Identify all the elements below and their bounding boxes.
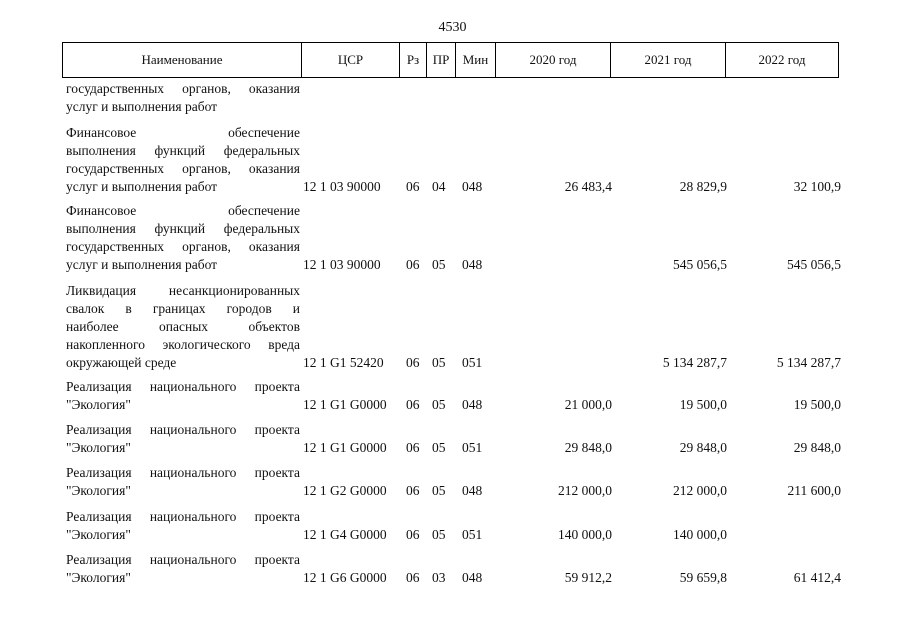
continued-name-fragment [66,80,300,116]
name-line: "Экология" [66,440,131,455]
name-line: выполнения функций федеральных [66,221,300,236]
row-rz: 06 [406,397,420,412]
name-line: Реализация национального проекта [66,422,300,437]
row-rz: 06 [406,257,420,272]
name-line: "Экология" [66,527,131,542]
name-line: Реализация национального проекта [66,465,300,480]
header-name: Наименование [141,52,223,67]
name-line: "Экология" [66,397,131,412]
name-line: "Экология" [66,483,131,498]
row-csr: 12 1 G1 G0000 [303,397,387,412]
name-line: Реализация национального проекта [66,509,300,524]
row-min: 048 [462,483,483,498]
row-rz: 06 [406,440,420,455]
row-value-2020: 140 000,0 [558,527,612,542]
name-line: наиболее опасных объектов [66,319,300,334]
name-line: Ликвидация несанкционированных [66,283,300,298]
header-2020: 2020 год [495,43,610,77]
name-line: свалок в границах городов и [66,301,300,316]
row-value-2022: 32 100,9 [793,179,841,194]
table-row-name [66,202,300,274]
row-csr: 12 1 G2 G0000 [303,483,387,498]
table-row-name [66,421,300,457]
row-value-2020: 26 483,4 [564,179,612,194]
row-value-2022: 5 134 287,7 [776,355,841,370]
row-value-2021: 29 848,0 [679,440,727,455]
row-value-2022: 61 412,4 [793,570,841,585]
name-line: Реализация национального проекта [66,552,300,567]
row-value-2021: 5 134 287,7 [662,355,727,370]
row-rz: 06 [406,483,420,498]
row-value-2021: 19 500,0 [679,397,727,412]
row-value-2021: 140 000,0 [673,527,727,542]
header-pr: ПР [426,43,455,77]
name-line: Реализация национального проекта [66,379,300,394]
row-csr: 12 1 03 90000 [303,179,381,194]
name-line: "Экология" [66,570,131,585]
row-min: 048 [462,570,483,585]
row-min: 051 [462,527,483,542]
row-value-2020: 59 912,2 [564,570,612,585]
row-value-2022: 19 500,0 [793,397,841,412]
row-pr: 03 [432,570,446,585]
name-line: Финансовое обеспечение [66,125,300,140]
row-value-2022: 545 056,5 [787,257,841,272]
table-row-name [66,378,300,414]
name-line: государственных органов, оказания [66,239,300,254]
table-row-name [66,551,300,587]
name-line: выполнения функций федеральных [66,143,300,158]
name-line: услуг и выполнения работ [66,257,218,272]
header-rz: Рз [399,43,426,77]
row-csr: 12 1 03 90000 [303,257,381,272]
row-value-2021: 28 829,9 [679,179,727,194]
row-pr: 05 [432,257,446,272]
table-header [62,42,839,78]
header-2022: 2022 год [725,43,838,77]
row-min: 051 [462,440,483,455]
row-csr: 12 1 G6 G0000 [303,570,387,585]
row-pr: 05 [432,440,446,455]
name-line: государственных органов, оказания [66,161,300,176]
table-row-name [66,124,300,196]
row-rz: 06 [406,570,420,585]
row-value-2020: 29 848,0 [564,440,612,455]
name-line: окружающей среде [66,355,177,370]
name-line: Финансовое обеспечение [66,203,300,218]
row-min: 048 [462,179,483,194]
row-value-2022: 211 600,0 [787,483,841,498]
name-line: государственных органов, оказания [66,81,300,96]
table-row-name [66,508,300,544]
row-value-2020: 212 000,0 [558,483,612,498]
table-row-name [66,464,300,500]
row-pr: 05 [432,397,446,412]
row-value-2020: 21 000,0 [564,397,612,412]
row-min: 048 [462,257,483,272]
name-line: услуг и выполнения работ [66,99,218,114]
header-csr: ЦСР [301,43,399,77]
row-rz: 06 [406,355,420,370]
row-csr: 12 1 G1 52420 [303,355,384,370]
row-rz: 06 [406,527,420,542]
table-row-name [66,282,300,372]
row-csr: 12 1 G4 G0000 [303,527,387,542]
row-value-2021: 212 000,0 [673,483,727,498]
row-value-2021: 545 056,5 [673,257,727,272]
row-pr: 05 [432,483,446,498]
row-value-2021: 59 659,8 [679,570,727,585]
page-number: 4530 [438,20,467,35]
row-rz: 06 [406,179,420,194]
row-pr: 05 [432,355,446,370]
row-min: 051 [462,355,483,370]
row-csr: 12 1 G1 G0000 [303,440,387,455]
row-value-2022: 29 848,0 [793,440,841,455]
name-line: услуг и выполнения работ [66,179,218,194]
header-2021: 2021 год [610,43,725,77]
header-min: Мин [455,43,495,77]
row-pr: 05 [432,527,446,542]
name-line: накопленного экологического вреда [66,337,300,352]
row-pr: 04 [432,179,446,194]
row-min: 048 [462,397,483,412]
